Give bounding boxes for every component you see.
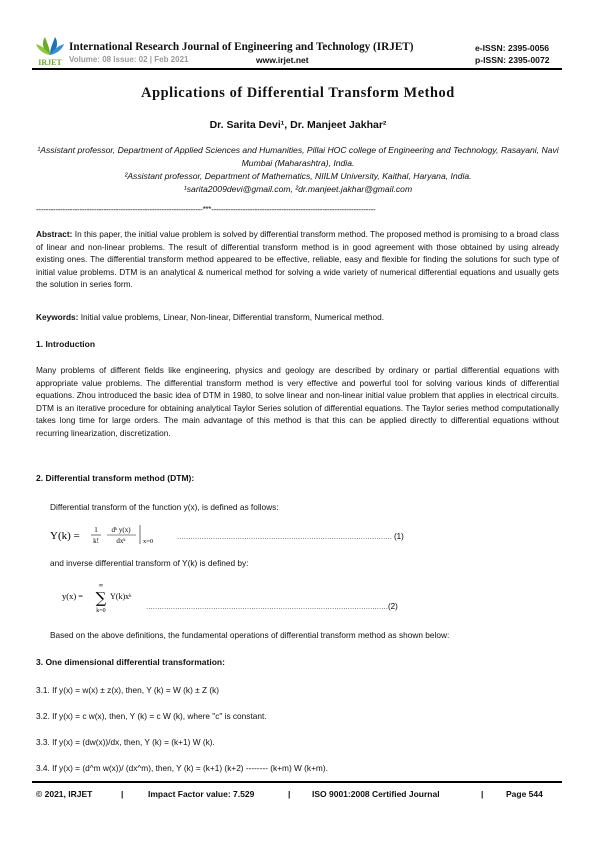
section-heading-dtm: 2. Differential transform method (DTM): (36, 473, 195, 483)
eq2-dots: ……………………………………………………………………………………………… (146, 605, 388, 611)
section-heading-one-dimensional: 3. One dimensional differential transformation: (36, 657, 225, 667)
eq1-dots: …………………………………………………………………………………… (177, 535, 392, 541)
eq2-sum-bottom: k=0 (96, 608, 106, 614)
footer-copyright: © 2021, IRJET (36, 789, 93, 799)
paper-title: Applications of Differential Transform Method (141, 85, 455, 101)
journal-url[interactable]: www.irjet.net (256, 55, 309, 65)
eq1-frac2-den: dxᵏ (116, 537, 126, 545)
journal-title: International Research Journal of Engineering and Technology (IRJET) (69, 41, 414, 53)
keywords-text: Initial value problems, Linear, Non-linear, Differential transform, Numerical method. (78, 312, 385, 322)
logo-text: IRJET (38, 58, 62, 67)
eq1-frac2-num: dᵏ y(x) (111, 526, 131, 534)
header-divider (32, 68, 562, 70)
footer-separator: | (481, 789, 484, 799)
section-heading-introduction: 1. Introduction (36, 339, 96, 349)
logo-leaves (36, 37, 64, 55)
rule-3-2: 3.2. If y(x) = c w(x), then, Y (k) = c W (k), where "c" is constant. (36, 711, 267, 721)
eq1-eval: x=0 (143, 538, 154, 545)
eq1-frac1-den: k! (93, 537, 99, 545)
rule-3-4: 3.4. If y(x) = (d^m w(x))/ (dx^m), then, Y (k) = (k+1) (k+2) -------- (k+m) W (k+m). (36, 763, 328, 773)
operations-intro-text: Based on the above definitions, the fundamental operations of differential transform method as shown below: (50, 630, 450, 640)
footer-divider (32, 781, 562, 783)
abstract-label: Abstract: (36, 229, 73, 239)
eq1-lhs: Y(k) = (50, 530, 80, 542)
eq2-lhs: y(x) = (62, 591, 84, 601)
section-separator: ---------------------------------------------------------------------***-------------------------------------------------------------------- (36, 205, 376, 214)
footer-separator: | (121, 789, 124, 799)
rule-3-1: 3.1. If y(x) = w(x) ± z(x), then, Y (k) = W (k) ± Z (k) (36, 685, 220, 695)
eq1-number: (1) (394, 532, 404, 541)
authors: Dr. Sarita Devi¹, Dr. Manjeet Jakhar² (209, 119, 387, 131)
eq2-number: (2) (388, 602, 398, 611)
abstract-text: In this paper, the initial value problem is solved by differential transform method. The proposed method is promising to a broad class of linear and non-linear problems. The result of differential transform method is in good agreement with those obtained by using already existing ones. The differential transform method appeared to be effective, reliable, easy and flexible for finding the solutions for such type of initial value problems. DTM is an analytical & numerical method for solving a wide variety of numerical differential equations and usually gets the solution in series form. (36, 229, 559, 289)
author-emails: ¹sarita2009devi@gmail.com, ²dr.manjeet.jakhar@gmail.com (183, 184, 413, 194)
footer-iso: ISO 9001:2008 Certified Journal (312, 789, 440, 799)
abstract (36, 228, 559, 291)
dtm-definition-text: Differential transform of the function y(x), is defined as follows: (50, 502, 279, 512)
introduction-text: Many problems of different fields like engineering, physics and geology are described by ordinary or partial differential equations with appropriate value problems. The differential transform method is very effective and powerful tool for solving various kinds of differential equations. Zhou introduced the basic idea of DTM in 1980, to solve linear and non-linear initial value problem that applies in electrical circuits. DTM is an iterative procedure for obtaining analytical Taylor Series solution of differential equations. The Taylor series method computationally takes long time for large orders. The main advantage of this method is that this can be applied directly to differential equations without recurring linearization, discretization. (36, 365, 559, 438)
e-issn: e-ISSN: 2395-0056 (475, 43, 550, 53)
equation-1 (50, 522, 560, 548)
keywords-label: Keywords: (36, 312, 79, 322)
equation-2 (58, 580, 560, 616)
affiliation-2: ²Assistant professor, Department of Mathematics, NIILM University, Kaithal, Haryana, India. (124, 171, 472, 181)
inverse-definition-text: and inverse differential transform of Y(k) is defined by: (50, 558, 249, 568)
footer-separator: | (288, 789, 291, 799)
footer-page-number: Page 544 (506, 789, 543, 799)
rule-3-3: 3.3. If y(x) = (dw(x))/dx, then, Y (k) = (k+1) W (k). (36, 737, 215, 747)
irjet-logo (33, 33, 67, 67)
sum-symbol: ∑ (95, 589, 107, 607)
volume-issue: Volume: 08 Issue: 02 | Feb 2021 (69, 55, 189, 64)
keywords (36, 311, 559, 324)
eq1-frac1-num: 1 (94, 526, 98, 534)
eq2-sum-top: ∞ (98, 582, 104, 589)
footer-impact-factor: Impact Factor value: 7.529 (148, 789, 255, 799)
p-issn: p-ISSN: 2395-0072 (475, 55, 550, 65)
affiliation-1: ¹Assistant professor, Department of Applied Sciences and Humanities, Pillai HOC college of Engineering and Technology, Rasayani, Navi Mumbai (Maharashtra), India. (37, 145, 559, 168)
eq2-term: Y(k)xᵏ (110, 592, 132, 601)
